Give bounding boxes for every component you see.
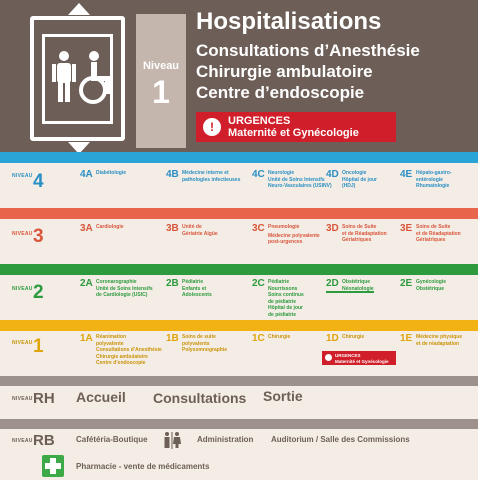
unit-2e-code: 2E: [400, 278, 413, 289]
unit-4e-desc: Hépato-gastro- entérologie Rhumatologie: [416, 170, 452, 189]
unit-2c-desc: Pédiatrie Nourrissons Soins continus de pédiatrie Hôpital de jour de pédiatrie: [268, 279, 304, 318]
unit-2b-desc: Pédiatrie Enfants et Adolescents: [182, 279, 212, 298]
floor-2-label: NIVEAU: [12, 286, 33, 292]
unit-4a-code: 4A: [80, 169, 93, 180]
rb-auditorium: Auditorium / Salle des Commissions: [271, 435, 410, 444]
unit-4e-code: 4E: [400, 169, 413, 180]
floor-2-number: 2: [33, 282, 44, 303]
pharmacy-cross-icon: [42, 455, 64, 477]
unit-3e-code: 3E: [400, 223, 413, 234]
rb-bar: [0, 419, 478, 429]
unit-1b-desc: Soins de suite polyvalents Polysomnographie: [182, 334, 228, 353]
floor-4-number: 4: [33, 171, 44, 192]
header-line-3: Centre d’endoscopie: [196, 83, 365, 102]
rb-administration: Administration: [197, 435, 254, 444]
floor-3-label: NIVEAU: [12, 231, 33, 237]
header-line-2: Chirurgie ambulatoire: [196, 62, 373, 81]
urgences-title: URGENCES: [228, 115, 291, 127]
rb-number: RB: [33, 432, 55, 449]
floor-3-bar: [0, 208, 478, 219]
niveau-badge: [136, 14, 186, 148]
niveau-word: Niveau: [142, 60, 180, 72]
unit-2e-desc: Gynécologie Obstétrique: [416, 279, 447, 292]
niveau-number: 1: [152, 74, 170, 110]
unit-4a-desc: Diabétologie: [96, 170, 127, 176]
unit-1e-desc: Médecine physique et de réadaptation: [416, 334, 463, 347]
header-title: Hospitalisations: [196, 8, 382, 35]
unit-2d-desc: Obstétrique Néonatologie: [342, 279, 374, 292]
unit-4c-code: 4C: [252, 169, 265, 180]
unit-2c-code: 2C: [252, 278, 265, 289]
urgences-floor-1-subtitle: Maternité et Gynécologie: [335, 358, 389, 364]
emergency-icon: [325, 354, 332, 361]
unit-1d-desc: Chirurgie: [342, 334, 365, 340]
urgences-banner: [196, 112, 396, 142]
unit-2a-code: 2A: [80, 278, 93, 289]
rh-sortie: Sortie: [263, 388, 303, 404]
unit-2a-desc: Coronarographie Unité de Soins Intensifs de Cardiologie (USIC): [96, 279, 153, 298]
header-line-1: Consultations d’Anesthésie: [196, 41, 420, 60]
rb-cafeteria: Cafétéria-Boutique: [76, 435, 148, 444]
unit-1c-desc: Chirurgie: [268, 334, 291, 340]
floor-2-bar: [0, 264, 478, 275]
unit-3d-desc: Soins de Suite et de Réadaptation Gériatriques: [342, 224, 387, 243]
unit-4b-code: 4B: [166, 169, 179, 180]
unit-2d-code: 2D: [326, 278, 339, 289]
emergency-icon: !: [203, 118, 221, 136]
restroom-icon: [162, 432, 182, 449]
unit-2b-code: 2B: [166, 278, 179, 289]
rb-pharmacie: Pharmacie - vente de médicaments: [76, 462, 210, 471]
unit-1d-code: 1D: [326, 333, 339, 344]
unit-1a-code: 1A: [80, 333, 93, 344]
unit-1c-code: 1C: [252, 333, 265, 344]
unit-3c-code: 3C: [252, 223, 265, 234]
floor-1-number: 1: [33, 336, 44, 357]
rh-label: NIVEAU: [12, 396, 33, 402]
rh-number: RH: [33, 390, 55, 407]
unit-2d-divider: [326, 291, 374, 293]
unit-3d-code: 3D: [326, 223, 339, 234]
urgences-floor-1-badge: [322, 351, 396, 365]
unit-4b-desc: Médecine interne et pathologies infectieuses: [182, 170, 241, 183]
elevator-icon: [30, 16, 125, 141]
person-wheelchair-icon: [48, 50, 118, 105]
floor-4-bar: [0, 152, 478, 163]
arrow-up-icon: [68, 3, 90, 15]
floor-1-label: NIVEAU: [12, 340, 33, 346]
unit-4d-desc: Oncologie Hôpital de jour (HDJ): [342, 170, 377, 189]
floor-1-bar: [0, 320, 478, 331]
urgences-subtitle: Maternité et Gynécologie: [228, 127, 359, 139]
unit-3c-desc: Pneumologie Médecine polyvalente post-urgences: [268, 224, 320, 245]
unit-3a-desc: Cardiologie: [96, 224, 124, 230]
unit-3e-desc: Soins de Suite et de Réadaptation Gériatriques: [416, 224, 461, 243]
floor-4-label: NIVEAU: [12, 173, 33, 179]
unit-4c-desc: Neurologie Unité de Soins Intensifs Neuro-Vasculaires (USINV): [268, 170, 332, 189]
unit-4d-code: 4D: [326, 169, 339, 180]
rh-consultations: Consultations: [153, 390, 247, 406]
arrow-down-icon: [68, 142, 90, 152]
unit-3b-code: 3B: [166, 223, 179, 234]
header-panel: [0, 0, 478, 152]
unit-3b-desc: Unité de Gériatrie Aigüe: [182, 224, 218, 237]
unit-3a-code: 3A: [80, 223, 93, 234]
rb-label: NIVEAU: [12, 438, 33, 444]
rh-accueil: Accueil: [76, 389, 126, 405]
unit-1b-code: 1B: [166, 333, 179, 344]
urgences-floor-1-title: URGENCES: [335, 353, 361, 358]
unit-1a-desc: Réanimation polyvalente Consultations d’Anesthésie Chirurgie ambulatoire Centre d’endoscopie: [96, 334, 162, 366]
unit-1e-code: 1E: [400, 333, 413, 344]
rh-bar: [0, 376, 478, 386]
floor-3-number: 3: [33, 226, 44, 247]
